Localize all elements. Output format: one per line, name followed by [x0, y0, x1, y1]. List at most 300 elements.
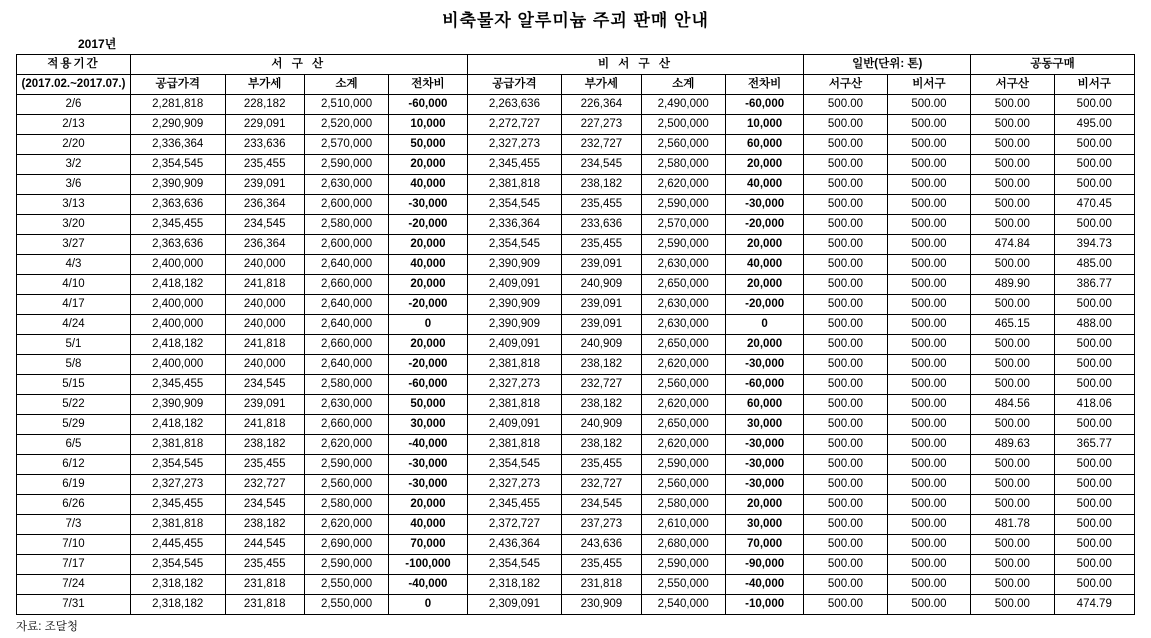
- table-row: [17, 315, 1135, 335]
- header-biseogu-supply: 공급가격: [467, 75, 562, 95]
- cell-joint-biseogu: 500.00: [1054, 335, 1134, 355]
- header-period-title: 적용기간: [17, 55, 131, 75]
- cell-joint-seogu: 500.00: [971, 355, 1054, 375]
- cell-seogu-diff: 20,000: [389, 495, 467, 515]
- cell-general-biseogu: 500.00: [887, 95, 970, 115]
- year-label: 2017년: [78, 37, 117, 51]
- cell-biseogu-diff: -60,000: [725, 375, 803, 395]
- cell-general-seogu: 500.00: [804, 175, 887, 195]
- cell-joint-seogu: 500.00: [971, 475, 1054, 495]
- cell-general-biseogu: 500.00: [887, 175, 970, 195]
- cell-general-biseogu: 500.00: [887, 375, 970, 395]
- table-row: [17, 95, 1135, 115]
- cell-seogu-diff: 70,000: [389, 535, 467, 555]
- cell-seogu-total: 2,590,000: [304, 455, 388, 475]
- cell-biseogu-supply: 2,354,545: [467, 555, 562, 575]
- cell-biseogu-vat: 234,545: [562, 495, 641, 515]
- cell-general-biseogu: 500.00: [887, 275, 970, 295]
- cell-biseogu-supply: 2,336,364: [467, 215, 562, 235]
- cell-joint-seogu: 500.00: [971, 155, 1054, 175]
- cell-seogu-vat: 231,818: [225, 595, 304, 615]
- cell-seogu-diff: 20,000: [389, 235, 467, 255]
- cell-seogu-vat: 228,182: [225, 95, 304, 115]
- cell-date: 6/12: [17, 455, 131, 475]
- cell-general-seogu: 500.00: [804, 395, 887, 415]
- cell-seogu-supply: 2,354,545: [130, 455, 225, 475]
- table-row: [17, 295, 1135, 315]
- cell-biseogu-vat: 230,909: [562, 595, 641, 615]
- cell-seogu-supply: 2,363,636: [130, 235, 225, 255]
- cell-biseogu-supply: 2,381,818: [467, 355, 562, 375]
- cell-date: 5/1: [17, 335, 131, 355]
- cell-biseogu-total: 2,630,000: [641, 255, 725, 275]
- header-biseogu-vat: 부가세: [562, 75, 641, 95]
- cell-seogu-diff: -20,000: [389, 355, 467, 375]
- cell-seogu-diff: 30,000: [389, 415, 467, 435]
- cell-seogu-diff: 50,000: [389, 135, 467, 155]
- cell-seogu-vat: 234,545: [225, 375, 304, 395]
- cell-biseogu-total: 2,590,000: [641, 195, 725, 215]
- cell-biseogu-vat: 239,091: [562, 315, 641, 335]
- cell-seogu-vat: 238,182: [225, 435, 304, 455]
- cell-biseogu-diff: 30,000: [725, 515, 803, 535]
- cell-biseogu-diff: 40,000: [725, 175, 803, 195]
- cell-joint-biseogu: 500.00: [1054, 155, 1134, 175]
- header-group-general: 일반(단위: 톤): [804, 55, 971, 75]
- cell-biseogu-vat: 240,909: [562, 275, 641, 295]
- table-row: [17, 435, 1135, 455]
- cell-date: 7/3: [17, 515, 131, 535]
- cell-seogu-vat: 233,636: [225, 135, 304, 155]
- cell-joint-seogu: 484.56: [971, 395, 1054, 415]
- cell-joint-biseogu: 500.00: [1054, 495, 1134, 515]
- cell-general-seogu: 500.00: [804, 115, 887, 135]
- cell-date: 7/24: [17, 575, 131, 595]
- cell-general-biseogu: 500.00: [887, 435, 970, 455]
- cell-biseogu-supply: 2,327,273: [467, 475, 562, 495]
- cell-date: 3/6: [17, 175, 131, 195]
- cell-seogu-vat: 232,727: [225, 475, 304, 495]
- cell-seogu-diff: -60,000: [389, 95, 467, 115]
- cell-seogu-vat: 235,455: [225, 155, 304, 175]
- cell-biseogu-diff: 40,000: [725, 255, 803, 275]
- header-seogu-diff: 전차비: [389, 75, 467, 95]
- cell-seogu-vat: 236,364: [225, 195, 304, 215]
- cell-seogu-vat: 235,455: [225, 555, 304, 575]
- cell-biseogu-diff: 20,000: [725, 495, 803, 515]
- cell-seogu-supply: 2,318,182: [130, 595, 225, 615]
- cell-joint-biseogu: 495.00: [1054, 115, 1134, 135]
- cell-biseogu-vat: 235,455: [562, 555, 641, 575]
- cell-seogu-vat: 240,000: [225, 315, 304, 335]
- cell-biseogu-total: 2,610,000: [641, 515, 725, 535]
- cell-seogu-total: 2,640,000: [304, 295, 388, 315]
- cell-seogu-total: 2,570,000: [304, 135, 388, 155]
- cell-seogu-supply: 2,418,182: [130, 275, 225, 295]
- cell-biseogu-supply: 2,409,091: [467, 335, 562, 355]
- cell-general-seogu: 500.00: [804, 275, 887, 295]
- cell-biseogu-total: 2,580,000: [641, 155, 725, 175]
- header-seogu-total: 소계: [304, 75, 388, 95]
- cell-date: 7/10: [17, 535, 131, 555]
- table-row: [17, 515, 1135, 535]
- cell-biseogu-supply: 2,272,727: [467, 115, 562, 135]
- cell-seogu-diff: 0: [389, 315, 467, 335]
- cell-biseogu-diff: -20,000: [725, 215, 803, 235]
- cell-seogu-supply: 2,445,455: [130, 535, 225, 555]
- cell-biseogu-total: 2,630,000: [641, 295, 725, 315]
- cell-biseogu-diff: -30,000: [725, 355, 803, 375]
- cell-biseogu-diff: -20,000: [725, 295, 803, 315]
- cell-general-seogu: 500.00: [804, 495, 887, 515]
- cell-biseogu-diff: 20,000: [725, 335, 803, 355]
- cell-seogu-diff: 20,000: [389, 155, 467, 175]
- cell-joint-biseogu: 470.45: [1054, 195, 1134, 215]
- cell-biseogu-total: 2,490,000: [641, 95, 725, 115]
- cell-general-biseogu: 500.00: [887, 295, 970, 315]
- cell-date: 4/24: [17, 315, 131, 335]
- cell-seogu-supply: 2,345,455: [130, 375, 225, 395]
- cell-seogu-vat: 234,545: [225, 495, 304, 515]
- cell-biseogu-total: 2,590,000: [641, 455, 725, 475]
- cell-seogu-diff: -60,000: [389, 375, 467, 395]
- cell-biseogu-total: 2,650,000: [641, 335, 725, 355]
- cell-general-seogu: 500.00: [804, 555, 887, 575]
- table-row: [17, 115, 1135, 135]
- cell-general-biseogu: 500.00: [887, 415, 970, 435]
- cell-biseogu-supply: 2,409,091: [467, 275, 562, 295]
- cell-biseogu-supply: 2,409,091: [467, 415, 562, 435]
- cell-seogu-total: 2,620,000: [304, 515, 388, 535]
- cell-joint-biseogu: 500.00: [1054, 455, 1134, 475]
- table-row: [17, 375, 1135, 395]
- cell-seogu-vat: 239,091: [225, 175, 304, 195]
- cell-biseogu-supply: 2,345,455: [467, 495, 562, 515]
- cell-date: 7/17: [17, 555, 131, 575]
- cell-general-biseogu: 500.00: [887, 515, 970, 535]
- cell-general-biseogu: 500.00: [887, 475, 970, 495]
- header-group-biseogu: 비 서 구 산: [467, 55, 804, 75]
- cell-seogu-diff: 40,000: [389, 255, 467, 275]
- cell-biseogu-vat: 238,182: [562, 355, 641, 375]
- cell-biseogu-total: 2,650,000: [641, 275, 725, 295]
- cell-seogu-diff: -20,000: [389, 295, 467, 315]
- cell-biseogu-total: 2,580,000: [641, 495, 725, 515]
- table-row: [17, 235, 1135, 255]
- cell-general-biseogu: 500.00: [887, 535, 970, 555]
- header-joint-seogu: 서구산: [971, 75, 1054, 95]
- cell-seogu-total: 2,630,000: [304, 175, 388, 195]
- cell-biseogu-supply: 2,263,636: [467, 95, 562, 115]
- cell-joint-seogu: 500.00: [971, 175, 1054, 195]
- cell-biseogu-vat: 226,364: [562, 95, 641, 115]
- cell-general-seogu: 500.00: [804, 155, 887, 175]
- cell-seogu-diff: 20,000: [389, 335, 467, 355]
- cell-biseogu-total: 2,560,000: [641, 375, 725, 395]
- cell-seogu-total: 2,630,000: [304, 395, 388, 415]
- cell-date: 6/19: [17, 475, 131, 495]
- cell-biseogu-supply: 2,327,273: [467, 135, 562, 155]
- cell-general-seogu: 500.00: [804, 575, 887, 595]
- cell-general-biseogu: 500.00: [887, 255, 970, 275]
- header-joint-biseogu: 비서구: [1054, 75, 1134, 95]
- cell-biseogu-total: 2,560,000: [641, 135, 725, 155]
- cell-seogu-total: 2,580,000: [304, 495, 388, 515]
- cell-seogu-diff: -40,000: [389, 435, 467, 455]
- cell-date: 2/13: [17, 115, 131, 135]
- cell-seogu-vat: 234,545: [225, 215, 304, 235]
- cell-seogu-supply: 2,345,455: [130, 495, 225, 515]
- cell-joint-seogu: 481.78: [971, 515, 1054, 535]
- cell-seogu-vat: 238,182: [225, 515, 304, 535]
- cell-biseogu-diff: -40,000: [725, 575, 803, 595]
- cell-general-biseogu: 500.00: [887, 555, 970, 575]
- cell-biseogu-diff: 20,000: [725, 235, 803, 255]
- cell-biseogu-diff: 20,000: [725, 155, 803, 175]
- cell-seogu-total: 2,620,000: [304, 435, 388, 455]
- cell-joint-biseogu: 500.00: [1054, 475, 1134, 495]
- cell-biseogu-diff: -60,000: [725, 95, 803, 115]
- cell-joint-seogu: 500.00: [971, 255, 1054, 275]
- cell-general-seogu: 500.00: [804, 515, 887, 535]
- cell-date: 2/20: [17, 135, 131, 155]
- cell-seogu-diff: 40,000: [389, 515, 467, 535]
- cell-general-seogu: 500.00: [804, 315, 887, 335]
- cell-seogu-total: 2,550,000: [304, 595, 388, 615]
- cell-biseogu-diff: 0: [725, 315, 803, 335]
- cell-general-seogu: 500.00: [804, 355, 887, 375]
- cell-biseogu-vat: 238,182: [562, 395, 641, 415]
- cell-seogu-total: 2,510,000: [304, 95, 388, 115]
- cell-date: 3/27: [17, 235, 131, 255]
- header-seogu-vat: 부가세: [225, 75, 304, 95]
- table-row: [17, 395, 1135, 415]
- cell-biseogu-total: 2,630,000: [641, 315, 725, 335]
- cell-general-seogu: 500.00: [804, 135, 887, 155]
- cell-seogu-supply: 2,327,273: [130, 475, 225, 495]
- cell-general-seogu: 500.00: [804, 95, 887, 115]
- table-row: [17, 155, 1135, 175]
- cell-general-biseogu: 500.00: [887, 335, 970, 355]
- cell-date: 4/10: [17, 275, 131, 295]
- cell-joint-biseogu: 485.00: [1054, 255, 1134, 275]
- cell-general-seogu: 500.00: [804, 595, 887, 615]
- table-row: [17, 535, 1135, 555]
- cell-seogu-vat: 240,000: [225, 355, 304, 375]
- cell-seogu-total: 2,660,000: [304, 415, 388, 435]
- cell-seogu-total: 2,660,000: [304, 335, 388, 355]
- table-row: [17, 475, 1135, 495]
- cell-date: 6/26: [17, 495, 131, 515]
- cell-biseogu-total: 2,650,000: [641, 415, 725, 435]
- table-row: [17, 355, 1135, 375]
- table-row: [17, 255, 1135, 275]
- cell-date: 3/2: [17, 155, 131, 175]
- cell-biseogu-total: 2,570,000: [641, 215, 725, 235]
- cell-seogu-vat: 240,000: [225, 255, 304, 275]
- cell-date: 4/3: [17, 255, 131, 275]
- cell-biseogu-vat: 234,545: [562, 155, 641, 175]
- cell-joint-seogu: 500.00: [971, 195, 1054, 215]
- cell-seogu-vat: 240,000: [225, 295, 304, 315]
- cell-joint-seogu: 500.00: [971, 335, 1054, 355]
- cell-biseogu-vat: 232,727: [562, 135, 641, 155]
- cell-joint-seogu: 500.00: [971, 555, 1054, 575]
- table-row: [17, 215, 1135, 235]
- cell-joint-biseogu: 500.00: [1054, 535, 1134, 555]
- cell-seogu-supply: 2,354,545: [130, 155, 225, 175]
- cell-biseogu-vat: 231,818: [562, 575, 641, 595]
- cell-biseogu-vat: 240,909: [562, 415, 641, 435]
- cell-seogu-diff: -100,000: [389, 555, 467, 575]
- cell-biseogu-diff: 60,000: [725, 135, 803, 155]
- cell-joint-biseogu: 500.00: [1054, 215, 1134, 235]
- cell-seogu-total: 2,560,000: [304, 475, 388, 495]
- cell-joint-seogu: 500.00: [971, 495, 1054, 515]
- cell-general-seogu: 500.00: [804, 415, 887, 435]
- cell-biseogu-supply: 2,318,182: [467, 575, 562, 595]
- cell-seogu-supply: 2,390,909: [130, 175, 225, 195]
- header-biseogu-diff: 전차비: [725, 75, 803, 95]
- cell-biseogu-vat: 239,091: [562, 295, 641, 315]
- cell-seogu-vat: 241,818: [225, 415, 304, 435]
- cell-biseogu-diff: 70,000: [725, 535, 803, 555]
- cell-seogu-total: 2,590,000: [304, 155, 388, 175]
- cell-joint-seogu: 500.00: [971, 455, 1054, 475]
- cell-general-seogu: 500.00: [804, 255, 887, 275]
- cell-joint-biseogu: 386.77: [1054, 275, 1134, 295]
- cell-seogu-vat: 244,545: [225, 535, 304, 555]
- cell-joint-biseogu: 394.73: [1054, 235, 1134, 255]
- page-title: 비축물자 알루미늄 주괴 판매 안내: [442, 11, 709, 30]
- cell-seogu-supply: 2,400,000: [130, 315, 225, 335]
- cell-general-biseogu: 500.00: [887, 595, 970, 615]
- cell-joint-seogu: 500.00: [971, 375, 1054, 395]
- header-general-biseogu: 비서구: [887, 75, 970, 95]
- header-row-groups: [17, 55, 1135, 75]
- cell-joint-biseogu: 500.00: [1054, 175, 1134, 195]
- cell-seogu-vat: 235,455: [225, 455, 304, 475]
- cell-general-biseogu: 500.00: [887, 115, 970, 135]
- cell-seogu-vat: 236,364: [225, 235, 304, 255]
- cell-biseogu-vat: 235,455: [562, 195, 641, 215]
- cell-joint-seogu: 500.00: [971, 595, 1054, 615]
- cell-joint-seogu: 500.00: [971, 535, 1054, 555]
- cell-date: 5/22: [17, 395, 131, 415]
- cell-general-seogu: 500.00: [804, 195, 887, 215]
- cell-date: 6/5: [17, 435, 131, 455]
- table-row: [17, 595, 1135, 615]
- cell-joint-seogu: 500.00: [971, 115, 1054, 135]
- cell-seogu-supply: 2,418,182: [130, 415, 225, 435]
- cell-biseogu-total: 2,550,000: [641, 575, 725, 595]
- cell-biseogu-vat: 233,636: [562, 215, 641, 235]
- cell-seogu-total: 2,600,000: [304, 235, 388, 255]
- cell-seogu-diff: 50,000: [389, 395, 467, 415]
- cell-biseogu-supply: 2,327,273: [467, 375, 562, 395]
- cell-seogu-diff: 20,000: [389, 275, 467, 295]
- cell-biseogu-diff: -10,000: [725, 595, 803, 615]
- cell-joint-seogu: 489.90: [971, 275, 1054, 295]
- cell-biseogu-vat: 237,273: [562, 515, 641, 535]
- header-period-range: (2017.02.~2017.07.): [17, 75, 131, 95]
- cell-general-biseogu: 500.00: [887, 155, 970, 175]
- cell-seogu-supply: 2,363,636: [130, 195, 225, 215]
- cell-seogu-total: 2,600,000: [304, 195, 388, 215]
- header-group-joint: 공동구매: [971, 55, 1135, 75]
- cell-seogu-diff: 10,000: [389, 115, 467, 135]
- cell-joint-biseogu: 500.00: [1054, 375, 1134, 395]
- cell-general-seogu: 500.00: [804, 335, 887, 355]
- cell-biseogu-vat: 239,091: [562, 255, 641, 275]
- cell-biseogu-supply: 2,354,545: [467, 455, 562, 475]
- cell-biseogu-total: 2,620,000: [641, 435, 725, 455]
- cell-general-seogu: 500.00: [804, 375, 887, 395]
- cell-biseogu-total: 2,590,000: [641, 555, 725, 575]
- cell-date: 3/13: [17, 195, 131, 215]
- table-row: [17, 495, 1135, 515]
- cell-biseogu-total: 2,540,000: [641, 595, 725, 615]
- cell-biseogu-total: 2,500,000: [641, 115, 725, 135]
- cell-seogu-total: 2,690,000: [304, 535, 388, 555]
- cell-joint-biseogu: 500.00: [1054, 575, 1134, 595]
- cell-seogu-vat: 231,818: [225, 575, 304, 595]
- table-row: [17, 195, 1135, 215]
- cell-biseogu-vat: 235,455: [562, 235, 641, 255]
- cell-joint-seogu: 500.00: [971, 295, 1054, 315]
- cell-seogu-supply: 2,290,909: [130, 115, 225, 135]
- cell-general-seogu: 500.00: [804, 295, 887, 315]
- cell-biseogu-supply: 2,436,364: [467, 535, 562, 555]
- cell-joint-seogu: 500.00: [971, 95, 1054, 115]
- cell-biseogu-vat: 240,909: [562, 335, 641, 355]
- cell-date: 5/8: [17, 355, 131, 375]
- cell-general-biseogu: 500.00: [887, 575, 970, 595]
- cell-seogu-supply: 2,336,364: [130, 135, 225, 155]
- cell-date: 4/17: [17, 295, 131, 315]
- cell-joint-seogu: 500.00: [971, 575, 1054, 595]
- header-row-subs: [17, 75, 1135, 95]
- cell-seogu-supply: 2,418,182: [130, 335, 225, 355]
- header-group-seogu: 서 구 산: [130, 55, 467, 75]
- cell-seogu-total: 2,580,000: [304, 375, 388, 395]
- cell-joint-biseogu: 418.06: [1054, 395, 1134, 415]
- cell-joint-biseogu: 474.79: [1054, 595, 1134, 615]
- cell-seogu-vat: 229,091: [225, 115, 304, 135]
- cell-seogu-supply: 2,400,000: [130, 355, 225, 375]
- cell-seogu-supply: 2,354,545: [130, 555, 225, 575]
- cell-seogu-vat: 239,091: [225, 395, 304, 415]
- cell-joint-seogu: 474.84: [971, 235, 1054, 255]
- cell-seogu-diff: -20,000: [389, 215, 467, 235]
- cell-biseogu-total: 2,620,000: [641, 395, 725, 415]
- table-row: [17, 455, 1135, 475]
- cell-joint-biseogu: 500.00: [1054, 415, 1134, 435]
- cell-biseogu-supply: 2,309,091: [467, 595, 562, 615]
- cell-date: 7/31: [17, 595, 131, 615]
- cell-seogu-supply: 2,400,000: [130, 295, 225, 315]
- cell-general-biseogu: 500.00: [887, 355, 970, 375]
- cell-biseogu-supply: 2,354,545: [467, 235, 562, 255]
- cell-seogu-diff: 0: [389, 595, 467, 615]
- source-note: 자료: 조달청: [16, 621, 78, 633]
- cell-biseogu-diff: -30,000: [725, 475, 803, 495]
- table-header: [17, 55, 1135, 95]
- cell-seogu-total: 2,590,000: [304, 555, 388, 575]
- header-seogu-supply: 공급가격: [130, 75, 225, 95]
- cell-joint-biseogu: 500.00: [1054, 355, 1134, 375]
- cell-joint-biseogu: 500.00: [1054, 95, 1134, 115]
